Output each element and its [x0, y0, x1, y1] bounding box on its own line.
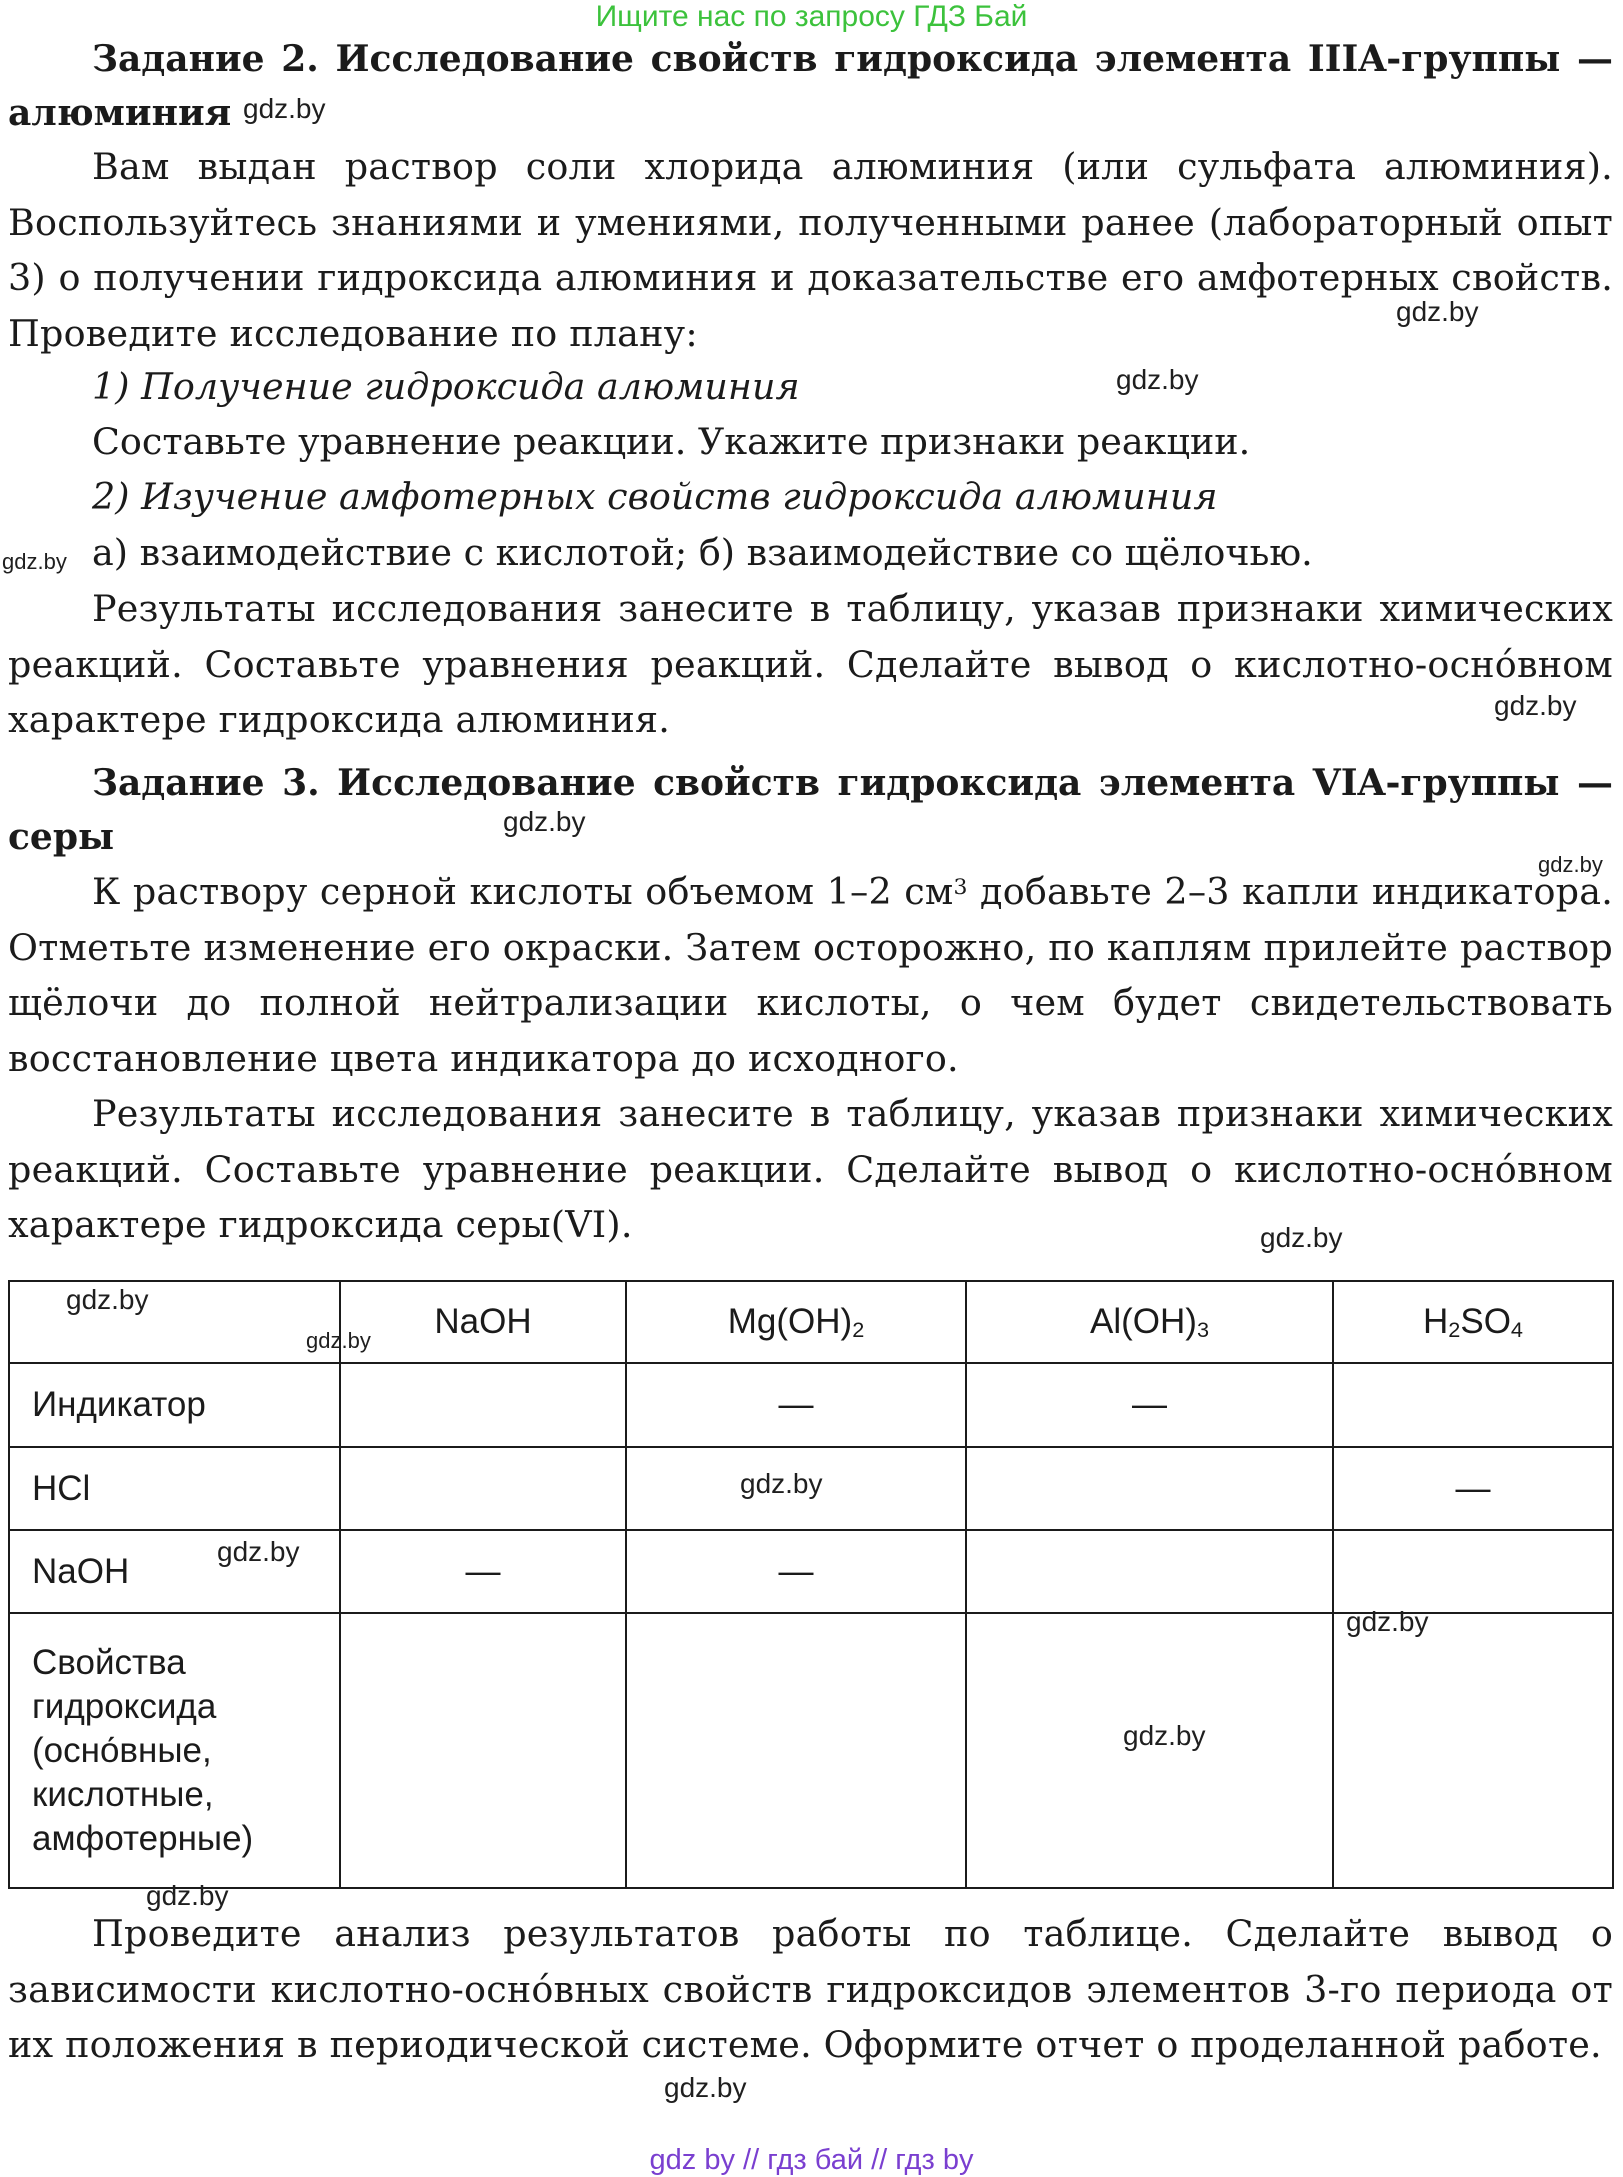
watermark: gdz.by	[146, 1880, 229, 1911]
banner-text[interactable]: Ищите нас по запросу ГДЗ Бай	[595, 0, 1028, 33]
task2-step2-text: а) взаимодействие с кислотой; б) взаимодействие со щёлочью.	[92, 531, 1313, 574]
watermark: gdz.by	[1396, 296, 1479, 327]
task2-heading: Задание 2. Исследование свойств гидроксида элемента IIIA-группы — алюминия	[8, 38, 1613, 134]
watermark: gdz.by	[1346, 1606, 1429, 1637]
task2-intro: Вам выдан раствор соли хлорида алюминия (или сульфата алюминия). Воспользуйтесь знаниями и умениями, полученными ранее (лабораторный опыт 3) о получении гидроксида алюминия и доказательстве его амфотерных свойств. Проведите исследование по плану:	[8, 145, 1613, 355]
watermark: gdz.by	[1123, 1720, 1206, 1751]
table-cell	[1333, 1363, 1613, 1447]
table-cell	[340, 1447, 626, 1530]
table-cell	[1333, 1613, 1613, 1888]
table-cell	[1333, 1530, 1613, 1613]
watermark: gdz.by	[217, 1536, 300, 1567]
watermark: gdz.by	[1116, 364, 1199, 395]
table-cell	[340, 1613, 626, 1888]
watermark: gdz.by	[503, 806, 586, 837]
watermark: gdz.by	[306, 1328, 371, 1353]
table-header-row	[9, 1281, 1613, 1363]
table-column-header: $Al(OH)_3$	[966, 1281, 1333, 1363]
watermark: gdz.by	[66, 1284, 149, 1315]
table-cell	[340, 1363, 626, 1447]
table-row-label: Индикатор	[9, 1363, 340, 1447]
task2-step1-text: Составьте уравнение реакции. Укажите признаки реакции.	[92, 420, 1251, 463]
table-row	[9, 1613, 1613, 1888]
table-cell	[966, 1530, 1333, 1613]
table-column-header: NaOH	[340, 1281, 626, 1363]
footer-links[interactable]: gdz by // гдз бай // гдз by	[649, 2144, 974, 2176]
table-cell: —	[340, 1530, 626, 1613]
task3-intro	[8, 864, 1613, 1086]
table-cell	[626, 1613, 966, 1888]
watermark: gdz.by	[664, 2072, 747, 2103]
watermark: gdz.by	[2, 549, 67, 574]
results-table	[8, 1280, 1614, 1889]
watermark: gdz.by	[1494, 690, 1577, 721]
watermark: gdz.by	[1538, 852, 1603, 877]
table-row	[9, 1363, 1613, 1447]
watermark: gdz.by	[1260, 1222, 1343, 1253]
table-cell: —	[1333, 1447, 1613, 1530]
task3-results: Результаты исследования занесите в таблицу, указав признаки химических реакций. Составьте уравнение реакции. Сделайте вывод о кислотно-осно́вном характере гидроксида серы(VI).	[8, 1092, 1613, 1246]
table-cell: —	[966, 1363, 1333, 1447]
task3-heading: Задание 3. Исследование свойств гидроксида элемента VIA-группы — серы	[8, 762, 1613, 858]
table-cell: —	[626, 1530, 966, 1613]
task3-intro-after: добавьте 2–3 капли индикатора. Отметьте изменение его окраски. Затем осторожно, по каплям прилейте раствор щёлочи до полной нейтрализации кислоты, о чем будет свидетельствовать восстановление цвета индикатора до исходного.	[8, 870, 1613, 1080]
table-corner-cell	[9, 1281, 340, 1363]
conclusion-text: Проведите анализ результатов работы по таблице. Сделайте вывод о зависимости кислотно-осно́вных свойств гидроксидов элементов 3-го периода от их положения в периодической системе. Оформите отчет о проделанной работе.	[8, 1912, 1613, 2066]
table-cell: —	[626, 1363, 966, 1447]
watermark: gdz.by	[740, 1468, 823, 1499]
table-column-header: $Mg(OH)_2$	[626, 1281, 966, 1363]
table-row-label: HCl	[9, 1447, 340, 1530]
table-row-label-properties: Свойства гидроксида (осно́вные, кислотные, амфотерные)	[9, 1613, 340, 1888]
table-row-label: NaOH	[9, 1530, 340, 1613]
task3-intro-before: К раствору серной кислоты объемом 1–2 см	[92, 870, 954, 913]
task2-step1-title: 1) Получение гидроксида алюминия	[92, 365, 800, 408]
task2-step2-title: 2) Изучение амфотерных свойств гидроксида алюминия	[92, 475, 1218, 518]
table-cell	[966, 1447, 1333, 1530]
task2-results: Результаты исследования занесите в таблицу, указав признаки химических реакций. Составьте уравнения реакций. Сделайте вывод о кислотно-осно́вном характере гидроксида алюминия.	[8, 587, 1613, 741]
watermark: gdz.by	[243, 93, 326, 124]
table-column-header: $H_2SO_4$	[1333, 1281, 1613, 1363]
task3-intro-sup: 3	[953, 875, 968, 900]
